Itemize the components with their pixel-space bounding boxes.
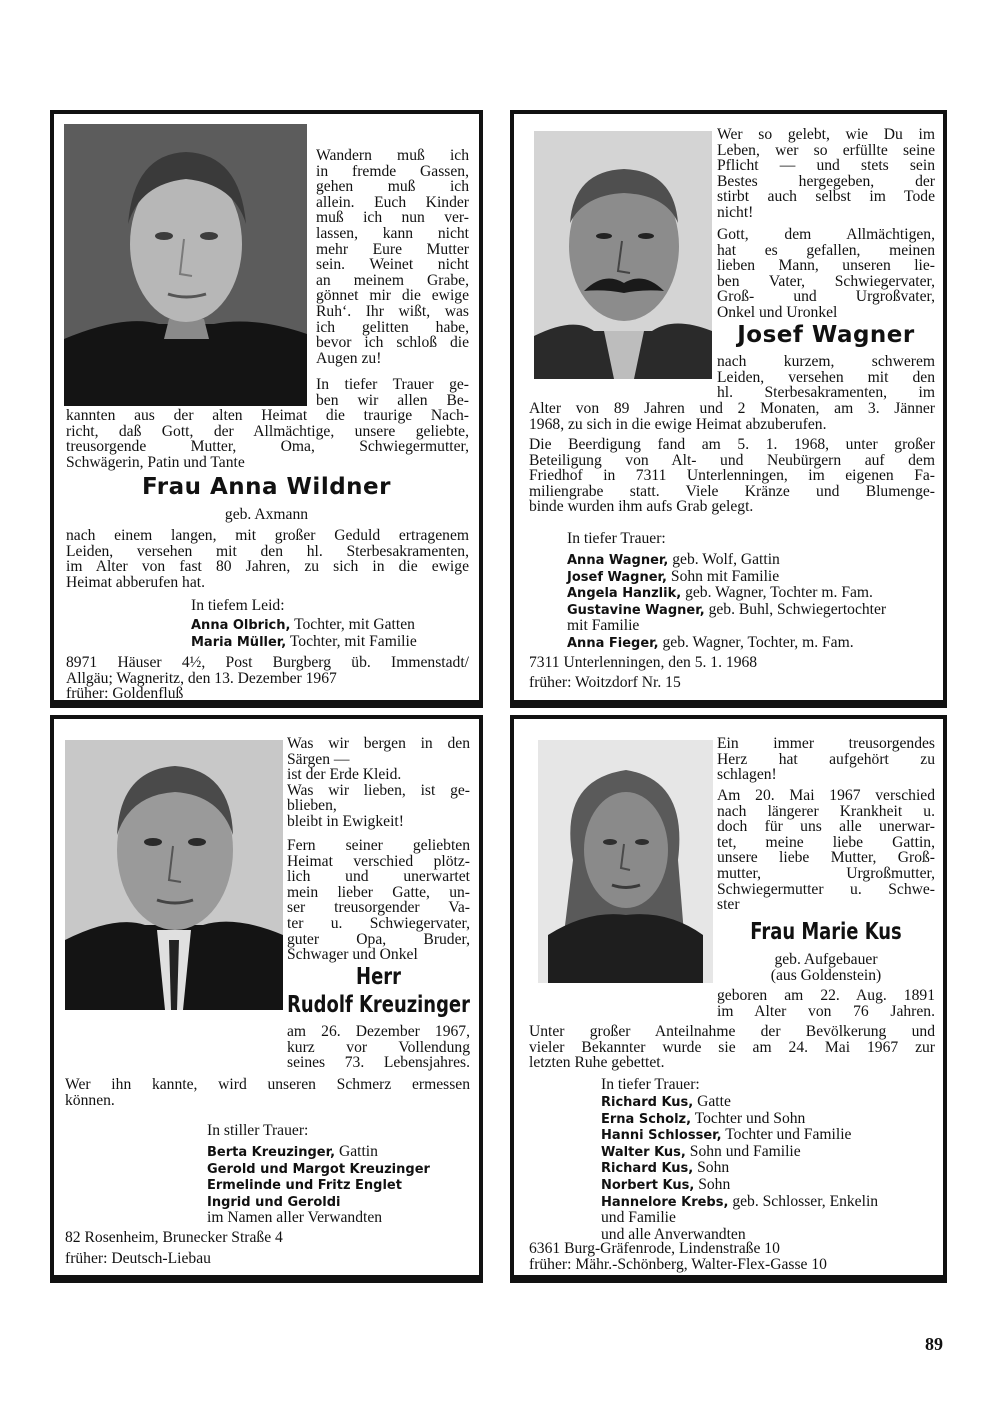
mourner: Anna Wagner, geb. Wolf, Gattin <box>567 551 780 568</box>
mourner: Norbert Kus, Sohn <box>601 1175 731 1193</box>
deceased-name-rudolf-kreuzinger: Rudolf Kreuzinger <box>287 992 470 1018</box>
mourner: Hannelore Krebs, geb. Schlosser, Enkelin <box>601 1192 879 1210</box>
portrait-photo-rudolf-kreuzinger <box>65 740 283 1010</box>
mourner: Anna Olbrich, Tochter, mit Gatten <box>191 616 415 633</box>
birth-name-marie-kus: geb. Aufgebauer (aus Goldenstein) <box>770 951 882 984</box>
mourning-title-marie-kus: In tiefer Trauer: <box>601 1076 700 1093</box>
mourner: Josef Wagner, Sohn mit Familie <box>567 567 780 585</box>
notice-rudolf-kreuzinger <box>50 715 483 1283</box>
mourner: Gerold und Margot Kreuzinger <box>207 1161 430 1177</box>
mourners-rudolf-kreuzinger <box>207 1144 477 1227</box>
mourning-title-josef-wagner: In tiefer Trauer: <box>567 530 666 547</box>
deceased-name-josef-wagner: Josef Wagner <box>737 322 915 348</box>
mourner: und Familie <box>601 1209 676 1227</box>
mourner: Richard Kus, Gatte <box>601 1093 731 1110</box>
address-marie-kus: 6361 Burg-Gräfenrode, Lindenstraße 10 früher: Mähr.-Schönberg, Walter-Flex-Gasse 10 <box>529 1240 827 1273</box>
mourner: Gustavine Wagner, geb. Buhl, Schwiegertochter <box>567 600 887 618</box>
notice-marie-kus <box>510 715 947 1283</box>
deceased-name-marie-kus: Frau Marie Kus <box>750 919 902 945</box>
text-long-rudolf-kreuzinger: Wer ihn kannte, wird unseren Schmerz ermessen können. <box>65 1076 470 1109</box>
intro-long-anna-wildner: kannten aus der alten Heimat die traurige Nach- richt, daß Gott, der Allmächtige, unsere geliebte, treusorgende Mutter, Oma, Schwiegermutter, Schwägerin, Patin und Tante <box>66 407 469 471</box>
mourners-josef-wagner <box>567 552 942 652</box>
dates-marie-kus: geboren am 22. Aug. 1891 im Alter von 76 Jahren. <box>717 987 935 1020</box>
text-short-rudolf-kreuzinger: am 26. Dezember 1967, kurz vor Vollendung seines 73. Lebensjahres. <box>287 1023 470 1072</box>
notice-josef-wagner <box>510 110 947 708</box>
notice-anna-wildner <box>50 110 483 708</box>
portrait-photo-anna-wildner <box>64 124 307 406</box>
poem-rudolf-kreuzinger: Was wir bergen in den Särgen — ist der Erde Kleid. Was wir lieben, ist ge- blieben, bleibt in Ewigkeit! <box>287 735 470 830</box>
address-josef-wagner: 7311 Unterlenningen, den 5. 1. 1968 früher: Woitzdorf Nr. 15 <box>529 654 758 691</box>
intro-short-anna-wildner: In tiefer Trauer ge- ben wir allen Be- <box>316 376 469 409</box>
mourner: Ingrid und Geroldi <box>207 1194 341 1210</box>
portrait-photo-josef-wagner <box>534 131 712 379</box>
address-rudolf-kreuzinger: 82 Rosenheim, Brunecker Straße 4 früher: Deutsch-Liebau <box>65 1229 283 1267</box>
text-long-marie-kus: Unter großer Anteilnahme der Bevölkerung und vieler Bekannter wurde sie am 24. Mai 1967 zur letzten Ruhe gebettet. <box>529 1023 935 1072</box>
poem-marie-kus: Ein immer treusorgendes Herz hat aufgehört zu schlagen! <box>717 735 935 784</box>
deceased-title-rudolf-kreuzinger: Herr <box>356 964 401 990</box>
mourner: im Namen aller Verwandten <box>207 1209 383 1227</box>
mourners-anna-wildner <box>191 617 471 650</box>
intro-rudolf-kreuzinger: Fern seiner geliebten Heimat verschied plötz- lich und unerwartet mein lieber Gatte, un- ser treusorgender Va- ter u. Schwiegervater, guter Opa, Bruder, Schwager und Onkel <box>287 837 470 964</box>
mourner: mit Familie <box>567 617 640 635</box>
funeral-josef-wagner: Die Beerdigung fand am 5. 1. 1968, unter großer Beteiligung von Alt- und Neubürgern auf dem Friedhof in 7311 Unterlenningen, im eigenen Fa- miliengrabe statt. Viele Kränze und Blumenge- binde wurden ihm aufs Grab gelegt. <box>529 436 935 516</box>
portrait-photo-marie-kus <box>538 740 713 983</box>
address-anna-wildner: 8971 Häuser 4½, Post Burgberg üb. Immenstadt/ Allgäu; Wagneritz, den 13. Dezember 1967 früher: Goldenfluß <box>66 654 469 703</box>
mourner: Ermelinde und Fritz Englet <box>207 1178 402 1194</box>
poem-josef-wagner: Wer so gelebt, wie Du im Leben, wer so erfüllte seine Pflicht — und stets sein Bestes hergegeben, der stirbt auch selbst im Tode nicht! <box>717 126 935 221</box>
text-anna-wildner: nach einem langen, mit großer Geduld ertragenem Leiden, versehen mit den hl. Sterbesakramenten, im Alter von fast 80 Jahren, zu sich in die ewige Heimat abberufen hat. <box>66 527 469 591</box>
mourner: Maria Müller, Tochter, mit Familie <box>191 632 417 650</box>
text-long-josef-wagner: Alter von 89 Jahren und 2 Monaten, am 3. Jänner 1968, zu sich in die ewige Heimat abzuberufen. <box>529 400 935 433</box>
mourner: Anna Fieger, geb. Wagner, Tochter, m. Fam. <box>567 633 854 651</box>
mourner: Walter Kus, Sohn und Familie <box>601 1142 801 1160</box>
mourner: und alle Anverwandten <box>601 1225 746 1243</box>
intro-marie-kus: Am 20. Mai 1967 verschied nach längerer Krankheit u. doch für uns alle unerwar- tet, meine liebe Gattin, unsere liebe Mutter, Groß- mutter, Urgroßmutter, Schwiegermutter u. Schwe- ster <box>717 787 935 914</box>
mourner: Richard Kus, Sohn <box>601 1159 730 1177</box>
text-short-josef-wagner: nach kurzem, schwerem Leiden, versehen mit den hl. Sterbesakramenten, im <box>717 353 935 402</box>
mourners-marie-kus <box>601 1094 941 1243</box>
intro-josef-wagner: Gott, dem Allmächtigen, hat es gefallen, meinen lieben Mann, unseren lie- ben Vater, Schwiegervater, Groß- und Urgroßvater, Onkel und Uronkel <box>717 226 935 321</box>
poem-anna-wildner: Wandern muß ich in fremde Gassen, gehen muß ich allein. Euch Kinder muß ich nun ver- lassen, kann nicht mehr Eure Mutter sein. Weinet nicht an meinem Grabe, gönnet mir die ewige Ruh‘. Ihr wißt, was ich gelitten habe, bevor ich schloß die Augen zu! <box>316 147 469 367</box>
mourning-title-anna-wildner: In tiefem Leid: <box>191 597 285 614</box>
deceased-name-anna-wildner: Frau Anna Wildner <box>142 474 391 500</box>
mourner: Erna Scholz, Tochter und Sohn <box>601 1109 806 1127</box>
mourner: Hanni Schlosser, Tochter und Familie <box>601 1126 852 1144</box>
mourner: Berta Kreuzinger, Gattin <box>207 1143 378 1160</box>
mourner: Angela Hanzlik, geb. Wagner, Tochter m. Fam. <box>567 584 873 602</box>
birth-name-anna-wildner: geb. Axmann <box>224 506 309 523</box>
mourning-title-rudolf-kreuzinger: In stiller Trauer: <box>207 1122 309 1139</box>
page-number: 89 <box>925 1334 943 1354</box>
